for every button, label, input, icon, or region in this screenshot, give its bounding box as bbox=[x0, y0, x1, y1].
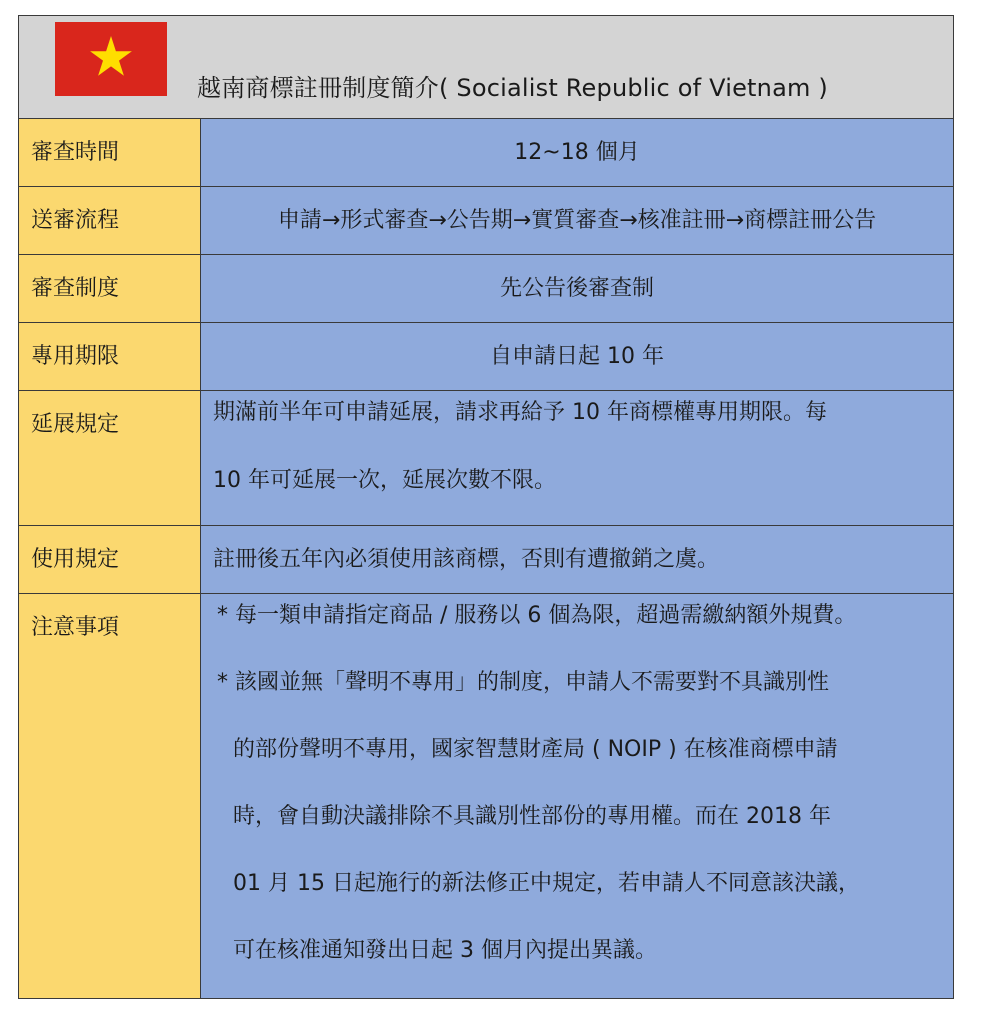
page-title: 越南商標註冊制度簡介( Socialist Republic of Vietnam ) bbox=[197, 74, 828, 102]
row-value bbox=[201, 391, 953, 525]
text-line: 期滿前半年可申請延展，請求再給予 10 年商標權專用期限。每 bbox=[213, 400, 827, 425]
flag-star-icon bbox=[55, 22, 167, 96]
row-label: 審查時間 bbox=[19, 119, 201, 186]
row-label: 注意事項 bbox=[19, 594, 201, 998]
text-line: 10 年可延展一次，延展次數不限。 bbox=[213, 468, 556, 493]
row-label: 使用規定 bbox=[19, 526, 201, 593]
row-value: 12~18 個月 bbox=[201, 119, 953, 186]
row-value: 申請→形式審查→公告期→實質審查→核准註冊→商標註冊公告 bbox=[201, 187, 953, 254]
row-renewal bbox=[19, 391, 953, 526]
row-label: 送審流程 bbox=[19, 187, 201, 254]
row-value: 自申請日起 10 年 bbox=[201, 323, 953, 390]
row-label: 專用期限 bbox=[19, 323, 201, 390]
row-system bbox=[19, 255, 953, 323]
row-label: 審查制度 bbox=[19, 255, 201, 322]
row-value: 先公告後審查制 bbox=[201, 255, 953, 322]
row-notes bbox=[19, 594, 953, 998]
notes-list bbox=[201, 582, 953, 984]
note-line: * 每一類申請指定商品 / 服務以 6 個為限，超過需繳納額外規費。 bbox=[217, 603, 857, 628]
vietnam-flag-icon bbox=[55, 22, 167, 96]
row-review-time bbox=[19, 119, 953, 187]
note-line: 時，會自動決議排除不具識別性部份的專用權。而在 2018 年 bbox=[233, 804, 831, 829]
note-line: 01 月 15 日起施行的新法修正中規定，若申請人不同意該決議， bbox=[233, 871, 860, 896]
table-header bbox=[19, 16, 953, 119]
row-value: 註冊後五年內必須使用該商標，否則有遭撤銷之虞。 bbox=[201, 526, 953, 593]
note-line: 可在核准通知發出日起 3 個月內提出異議。 bbox=[233, 938, 657, 963]
row-label: 延展規定 bbox=[19, 391, 201, 525]
trademark-info-table bbox=[18, 15, 954, 999]
renewal-paragraph bbox=[213, 379, 941, 515]
row-process bbox=[19, 187, 953, 255]
note-line: 的部份聲明不專用，國家智慧財產局 ( NOIP ) 在核准商標申請 bbox=[233, 737, 838, 762]
note-line: * 該國並無「聲明不專用」的制度，申請人不需要對不具識別性 bbox=[217, 670, 829, 695]
row-value bbox=[201, 594, 953, 998]
